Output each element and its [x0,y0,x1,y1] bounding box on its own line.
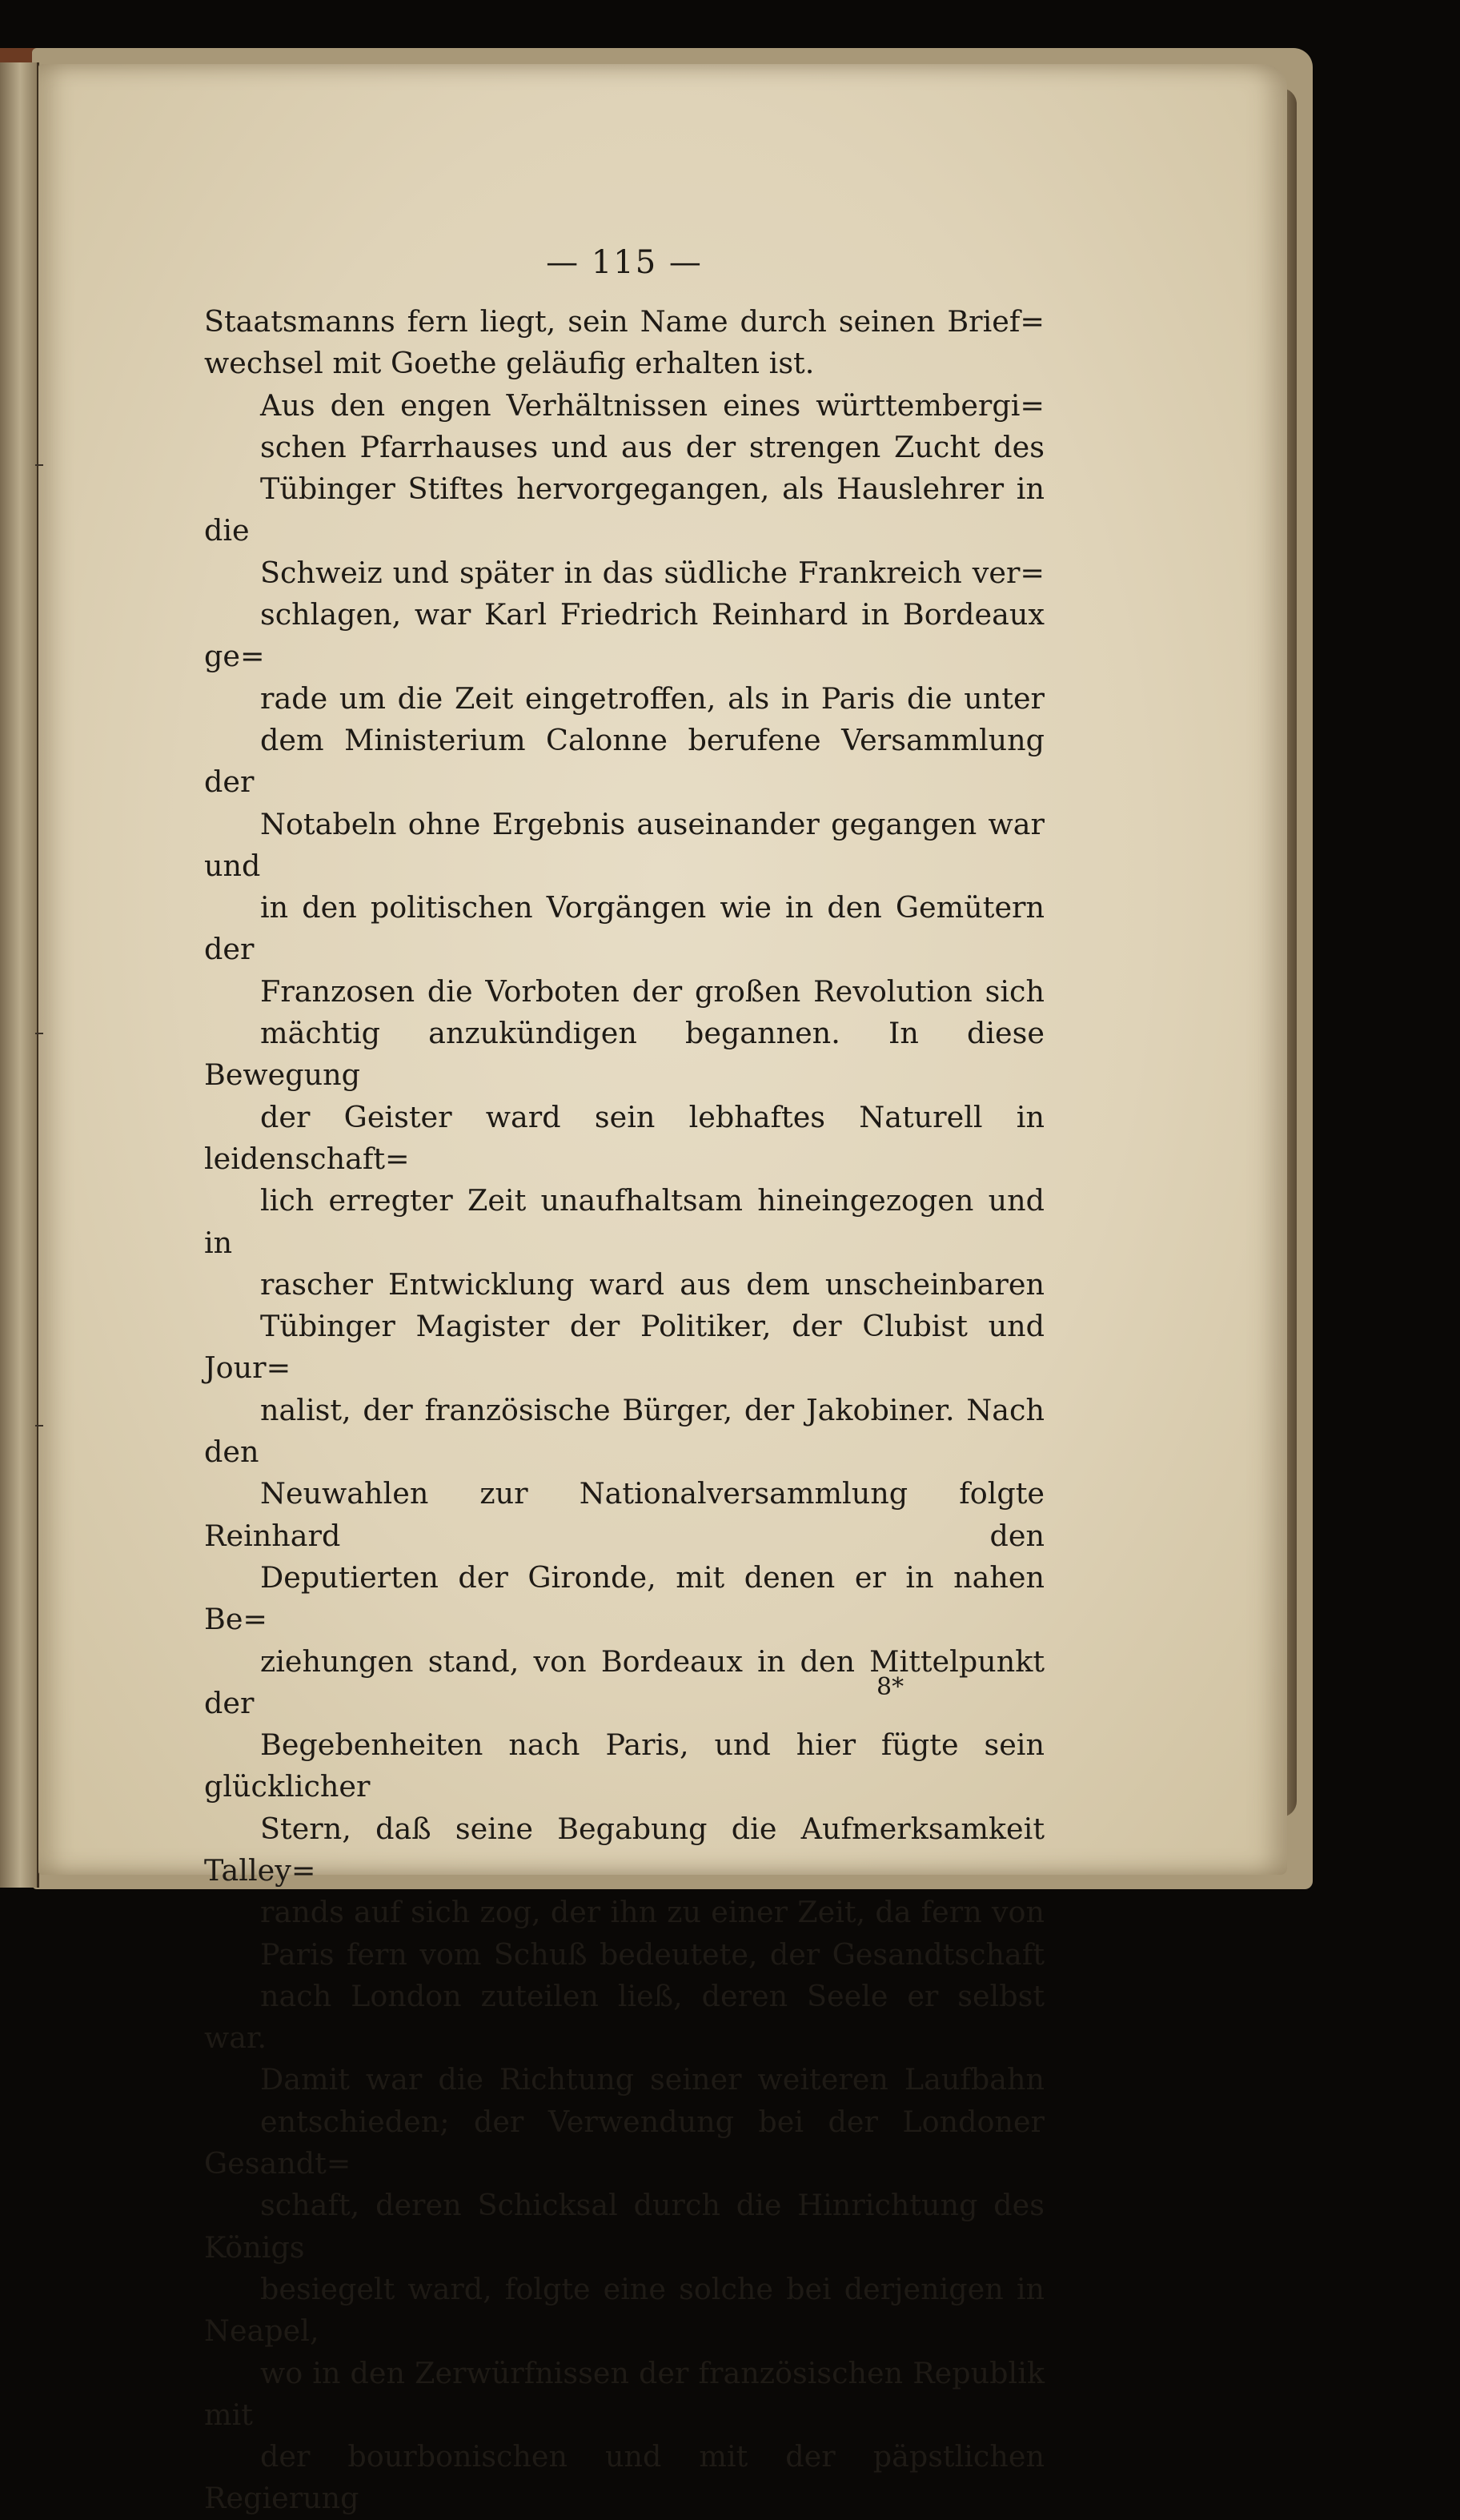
text-line: wechsel mit Goethe geläufig erhalten ist. [204,346,815,381]
paragraph [204,2059,1045,2519]
text-line: der Geister ward sein lebhaftes Naturell in leidenschaft= [204,1099,1045,1176]
page-header: — 115 — [546,244,703,281]
text-line: schen Pfarrhauses und aus der strengen Zucht des [260,429,1045,464]
text-line: nalist, der französische Bürger, der Jakobiner. Nach den [204,1392,1045,1470]
text-line: rascher Entwicklung ward aus dem unscheinbaren [260,1266,1045,1302]
margin-mark [35,1425,43,1427]
signature-mark: 8* [876,1673,904,1701]
paragraph [204,385,1045,2060]
text-line: Tübinger Magister der Politiker, der Clubist und Jour= [204,1309,1045,1386]
text-line: besiegelt ward, folgte eine solche bei derjenigen in Neapel, [204,2271,1045,2349]
body-text [204,301,1045,2520]
text-line: Staatsmanns fern liegt, sein Name durch seinen Brief= [204,304,1045,339]
text-line: wo in den Zerwürfnissen der französischen Republik mit [204,2355,1045,2432]
text-line: Damit war die Richtung seiner weiteren Laufbahn [260,2062,1045,2097]
text-line: in den politischen Vorgängen wie in den Gemütern der [204,890,1045,967]
text-line: Tübinger Stiftes hervorgegangen, als Hauslehrer in die [204,471,1045,548]
text-line: schlagen, war Karl Friedrich Reinhard in Bordeaux ge= [204,597,1045,674]
text-line: Deputierten der Gironde, mit denen er in nahen Be= [204,1559,1045,1637]
text-line: der bourbonischen und mit der päpstlichen Regierung [204,2439,1045,2516]
text-line: Notabeln ohne Ergebnis auseinander gegangen war und [204,806,1045,883]
paragraph [204,301,1045,385]
text-line: ziehungen stand, von Bordeaux in den Mittelpunkt der [204,1643,1045,1720]
margin-mark [35,464,43,466]
text-line: Franzosen die Vorboten der großen Revolution sich [260,973,1045,1009]
text-line: schaft, deren Schicksal durch die Hinrichtung des Königs [204,2188,1045,2265]
text-line: nach London zuteilen ließ, deren Seele er selbst war. [204,1978,1045,2056]
left-page-edge [0,62,39,1888]
text-line: Begebenheiten nach Paris, und hier fügte sein glücklicher [204,1727,1045,1804]
page-content [204,240,1045,2520]
text-line: entschieden; der Verwendung bei der Londoner Gesandt= [204,2104,1045,2181]
text-line: mächtig anzukündigen begannen. In diese Bewegung [204,1016,1045,1093]
text-line: lich erregter Zeit unaufhaltsam hineingezogen und in [204,1183,1045,1260]
margin-mark [35,1033,43,1034]
text-line: Stern, daß seine Begabung die Aufmerksamkeit Talley= [204,1811,1045,1888]
text-line: Aus den engen Verhältnissen eines württembergi= [260,387,1045,423]
text-line: Schweiz und später in das südliche Frankreich ver= [260,555,1045,590]
text-line: rands auf sich zog, der ihn zu einer Zeit, da fern von [260,1895,1045,1930]
text-line: Paris fern vom Schuß bedeutete, der Gesandtschaft [260,1936,1045,1972]
text-line: rade um die Zeit eingetroffen, als in Paris die unter [260,680,1045,716]
text-line: dem Ministerium Calonne berufene Versammlung der [204,722,1045,800]
text-line: Neuwahlen zur Nationalversammlung folgte Reinhard den [204,1476,1045,1553]
